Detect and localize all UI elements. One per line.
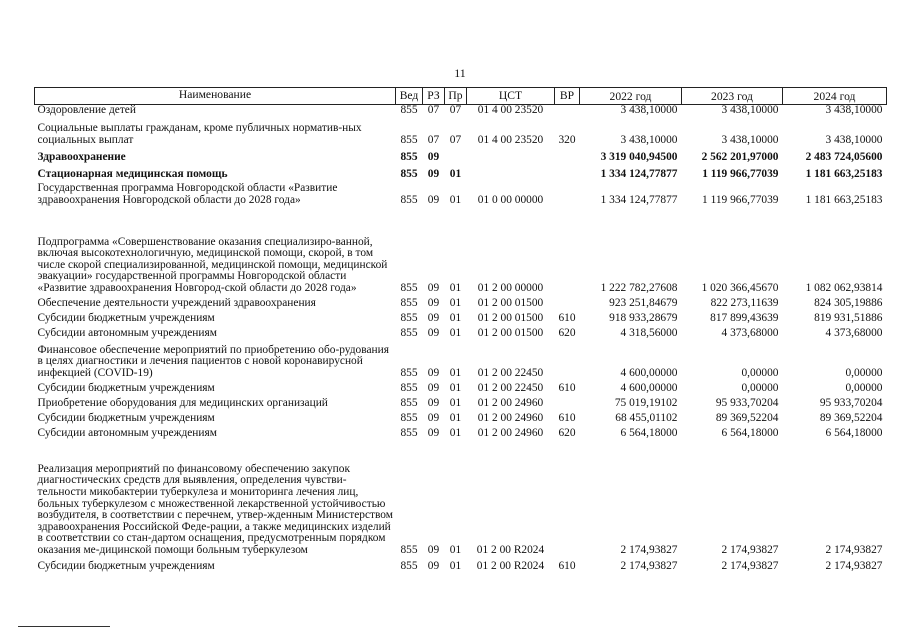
row-name: Субсидии бюджетным учреждениям (37, 312, 215, 324)
row-ved: 855 (400, 297, 418, 309)
row-amount-2024: 1 181 663,25183 (805, 168, 883, 180)
row-amount-2024: 3 438,10000 (825, 104, 883, 116)
header-pr: Пр (445, 88, 467, 105)
row-name: Субсидии бюджетным учреждениям (37, 382, 215, 394)
row-name: Приобретение оборудования для медицинских организаций (37, 397, 328, 409)
row-pr: 07 (449, 134, 462, 146)
row-cst (467, 164, 555, 181)
row-vr (555, 395, 580, 410)
row-cst: 01 2 00 24960 (477, 397, 544, 409)
table-row (35, 164, 887, 181)
row-cst: 01 4 00 23520 (477, 104, 544, 116)
row-amount-2023: 2 174,93827 (721, 560, 779, 572)
row-amount-2022: 918 933,28679 (609, 312, 678, 324)
row-name: Субсидии автономным учреждениям (37, 427, 217, 439)
row-amount-2023: 6 564,18000 (721, 427, 779, 439)
row-name: Реализация мероприятий по финансовому обеспечению закупок диагностических средств для выявления, определения чувстви-тельности микобактерии туберкулеза и мониторинга лечения лиц, больных туберкулезом с множественной лекарственной устойчивостью возбудителя, в соответствии с перечнем, утвер-жденным Министерством здравоохранения Российской Феде-рации, а также медицинских изделий в соответствии со стан-дартом оснащения, предусмотренным порядком оказания ме-дицинской помощи больным туберкулезом (37, 462, 393, 556)
row-vr: 610 (558, 560, 576, 572)
row-amount-2023: 822 273,11639 (710, 297, 779, 309)
row-rz: 07 (427, 104, 440, 116)
row-pr: 01 (449, 397, 462, 409)
row-amount-2022: 3 438,10000 (620, 134, 678, 146)
row-cst: 01 2 00 R2024 (476, 544, 545, 556)
row-rz: 09 (427, 382, 440, 394)
row-cst: 01 2 00 00000 (477, 282, 544, 294)
row-amount-2023: 4 373,68000 (721, 327, 779, 339)
row-amount-2022: 4 318,56000 (620, 327, 678, 339)
row-pr (445, 147, 467, 164)
row-pr: 01 (449, 327, 462, 339)
row-rz: 09 (427, 544, 440, 556)
row-ved: 855 (400, 412, 418, 424)
row-name: Здравоохранение (37, 151, 126, 163)
row-amount-2024: 95 933,70204 (819, 397, 883, 409)
table-row (35, 380, 887, 395)
row-amount-2024: 2 174,93827 (825, 560, 883, 572)
header-cst: ЦСТ (467, 88, 555, 105)
table-row (35, 207, 887, 295)
row-amount-2024: 6 564,18000 (825, 427, 883, 439)
header-row (35, 88, 887, 105)
row-name: Субсидии бюджетным учреждениям (37, 560, 215, 572)
row-vr: 320 (558, 134, 576, 146)
table-row (35, 557, 887, 573)
row-pr: 01 (449, 282, 462, 294)
row-cst: 01 2 00 R2024 (476, 560, 545, 572)
row-amount-2023: 0,00000 (741, 367, 779, 379)
row-rz: 09 (427, 168, 440, 180)
table-header (35, 88, 887, 105)
row-ved: 855 (400, 282, 418, 294)
row-name: Социальные выплаты гражданам, кроме публичных норматив-ных социальных выплат (37, 122, 362, 146)
table-row (35, 440, 887, 557)
table-row (35, 340, 887, 380)
row-cst (467, 147, 555, 164)
row-vr (555, 181, 580, 207)
row-amount-2024: 3 438,10000 (825, 134, 883, 146)
row-ved: 855 (400, 397, 418, 409)
row-cst: 01 2 00 01500 (477, 312, 544, 324)
row-pr: 01 (449, 168, 462, 180)
row-pr: 01 (449, 382, 462, 394)
row-pr: 01 (449, 312, 462, 324)
row-amount-2022: 923 251,84679 (609, 297, 678, 309)
row-name: Подпрограмма «Совершенствование оказания специализиро-ванной, включая высокотехнологичную, медицинской помощи, скорой, в том числе скорой специализированной, медицинской помощи, медицинской эвакуации» государственной программы Новгородской области «Развитие здравоохранения Новгород-ской области до 2028 года» (37, 235, 388, 294)
row-amount-2024: 0,00000 (845, 367, 883, 379)
row-vr: 610 (558, 412, 576, 424)
row-amount-2024: 2 174,93827 (825, 544, 883, 556)
table-row (35, 295, 887, 310)
row-ved: 855 (400, 367, 418, 379)
row-pr: 07 (449, 104, 462, 116)
row-vr (555, 340, 580, 380)
row-rz: 09 (427, 560, 440, 572)
row-pr: 01 (449, 560, 462, 572)
row-amount-2023: 1 020 366,45670 (701, 282, 779, 294)
row-name: Субсидии автономным учреждениям (37, 327, 217, 339)
table-row (35, 325, 887, 340)
budget-table (34, 87, 887, 573)
row-name: Субсидии бюджетным учреждениям (37, 412, 215, 424)
row-amount-2022: 1 334 124,77877 (600, 168, 678, 180)
table-row (35, 147, 887, 164)
row-amount-2024: 1 181 663,25183 (805, 194, 883, 206)
row-name: Оздоровление детей (37, 104, 136, 116)
row-vr: 620 (558, 327, 576, 339)
footnote-rule (18, 626, 110, 627)
row-amount-2022: 4 600,00000 (620, 367, 678, 379)
row-amount-2023: 3 438,10000 (721, 134, 779, 146)
row-pr: 01 (449, 427, 462, 439)
row-ved: 855 (400, 560, 418, 572)
row-amount-2024: 89 369,52204 (819, 412, 883, 424)
row-pr: 01 (449, 412, 462, 424)
row-amount-2023: 95 933,70204 (715, 397, 779, 409)
row-cst: 01 2 00 01500 (477, 297, 544, 309)
row-rz: 09 (427, 297, 440, 309)
row-amount-2023: 89 369,52204 (715, 412, 779, 424)
row-amount-2023: 1 119 966,77039 (702, 168, 779, 180)
row-vr (555, 207, 580, 295)
row-name: Стационарная медицинская помощь (37, 168, 228, 180)
row-rz: 09 (427, 412, 440, 424)
row-amount-2024: 0,00000 (845, 382, 883, 394)
row-rz: 09 (427, 367, 440, 379)
row-cst: 01 2 00 24960 (477, 427, 544, 439)
row-amount-2022: 2 174,93827 (620, 544, 678, 556)
header-ved: Вед (396, 88, 423, 105)
table-row (35, 410, 887, 425)
row-amount-2024: 2 483 724,05600 (805, 151, 883, 163)
row-cst: 01 2 00 22450 (477, 367, 544, 379)
row-cst: 01 2 00 24960 (477, 412, 544, 424)
row-amount-2024: 824 305,19886 (814, 297, 883, 309)
row-ved: 855 (400, 312, 418, 324)
row-amount-2022: 3 438,10000 (620, 104, 678, 116)
row-rz: 09 (427, 427, 440, 439)
table-row (35, 181, 887, 207)
row-rz: 07 (427, 134, 440, 146)
row-vr (555, 147, 580, 164)
row-cst: 01 0 00 00000 (477, 194, 544, 206)
row-amount-2023: 0,00000 (741, 382, 779, 394)
row-amount-2024: 1 082 062,93814 (805, 282, 883, 294)
row-pr: 01 (449, 367, 462, 379)
header-year-2022: 2022 год (580, 88, 682, 105)
row-ved: 855 (400, 194, 418, 206)
row-vr: 620 (558, 427, 576, 439)
row-cst: 01 4 00 23520 (477, 134, 544, 146)
row-vr (555, 440, 580, 557)
row-ved: 855 (400, 382, 418, 394)
row-vr (555, 164, 580, 181)
row-rz: 09 (427, 194, 440, 206)
row-ved: 855 (400, 544, 418, 556)
row-vr (555, 105, 580, 117)
row-vr: 610 (558, 382, 576, 394)
table-row (35, 117, 887, 147)
row-amount-2022: 6 564,18000 (620, 427, 678, 439)
row-pr: 01 (449, 297, 462, 309)
row-cst: 01 2 00 01500 (477, 327, 544, 339)
row-amount-2022: 4 600,00000 (620, 382, 678, 394)
row-cst: 01 2 00 22450 (477, 382, 544, 394)
row-vr (555, 295, 580, 310)
row-amount-2023: 1 119 966,77039 (702, 194, 779, 206)
row-ved: 855 (400, 134, 418, 146)
row-amount-2022: 68 455,01102 (615, 412, 678, 424)
row-amount-2023: 2 562 201,97000 (701, 151, 779, 163)
row-amount-2023: 2 174,93827 (721, 544, 779, 556)
row-rz: 09 (427, 397, 440, 409)
row-rz: 09 (427, 151, 440, 163)
row-amount-2022: 1 334 124,77877 (600, 194, 678, 206)
table-row (35, 425, 887, 440)
row-amount-2022: 1 222 782,27608 (600, 282, 678, 294)
table-row (35, 395, 887, 410)
row-amount-2024: 819 931,51886 (814, 312, 883, 324)
row-pr: 01 (449, 194, 462, 206)
header-rz: РЗ (423, 88, 445, 105)
row-name: Обеспечение деятельности учреждений здравоохранения (37, 297, 316, 309)
row-rz: 09 (427, 312, 440, 324)
header-name: Наименование (35, 88, 396, 105)
row-ved: 855 (400, 327, 418, 339)
header-year-2024: 2024 год (783, 88, 887, 105)
row-amount-2022: 3 319 040,94500 (600, 151, 678, 163)
row-amount-2022: 75 019,19102 (614, 397, 678, 409)
row-ved: 855 (400, 151, 418, 163)
row-amount-2023: 3 438,10000 (721, 104, 779, 116)
row-amount-2022: 2 174,93827 (620, 560, 678, 572)
row-pr: 01 (449, 544, 462, 556)
row-amount-2023: 817 899,43639 (710, 312, 779, 324)
table-row (35, 310, 887, 325)
row-name: Финансовое обеспечение мероприятий по приобретению обо-рудования в целях диагностики и лечения пациентов с новой коронавирусной инфекцией (COVID-19) (37, 343, 389, 379)
page-number: 11 (454, 66, 466, 80)
header-vr: ВР (555, 88, 580, 105)
row-rz: 09 (427, 282, 440, 294)
row-vr: 610 (558, 312, 576, 324)
row-rz: 09 (427, 327, 440, 339)
row-ved: 855 (400, 427, 418, 439)
table-row (35, 105, 887, 117)
table-body (35, 105, 887, 573)
row-name: Государственная программа Новгородской области «Развитие здравоохранения Новгородской области до 2028 года» (37, 182, 338, 206)
row-ved: 855 (400, 104, 418, 116)
row-amount-2024: 4 373,68000 (825, 327, 883, 339)
header-year-2023: 2023 год (682, 88, 783, 105)
row-ved: 855 (400, 168, 418, 180)
